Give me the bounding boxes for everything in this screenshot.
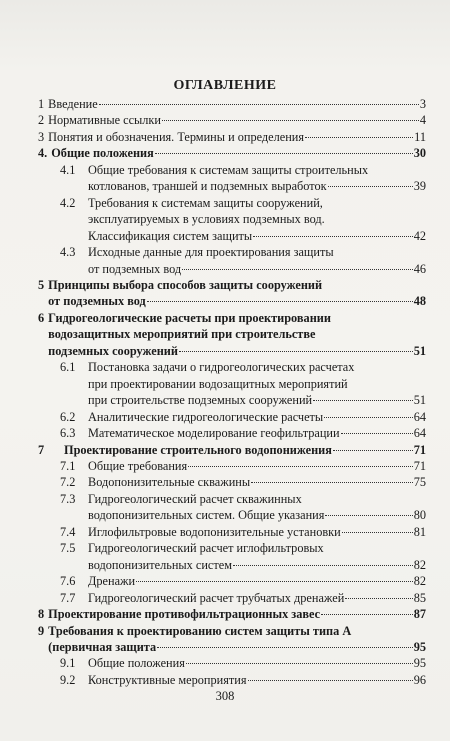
toc-entry-number: 7.5	[60, 541, 76, 556]
toc-entry-page: 3	[419, 97, 426, 111]
toc-entry-text: Введение	[48, 97, 98, 111]
toc-entry-text: (первичная защита	[48, 639, 157, 654]
dot-leader	[333, 450, 413, 451]
toc-entry-number: 6	[38, 310, 45, 325]
toc-entry	[38, 524, 426, 540]
toc-entry-text: от подземных вод	[48, 294, 146, 309]
toc-entry	[38, 425, 426, 441]
dot-leader	[179, 351, 413, 352]
toc-entry-number: 7.1	[60, 458, 76, 473]
toc-entry-number: 4.1	[60, 162, 76, 177]
toc-entry	[38, 655, 426, 671]
toc-entry-page: 48	[413, 294, 426, 309]
toc-entry-text: Проектирование строительного водопонижения	[64, 442, 332, 457]
toc-entry-page: 46	[413, 261, 426, 276]
dot-leader	[188, 466, 413, 467]
dot-leader	[324, 417, 413, 418]
toc-entry-number: 6.2	[60, 409, 76, 424]
toc-entry-number: 9.2	[60, 672, 76, 687]
toc-entry-number: 6.1	[60, 360, 76, 375]
toc-entry-number: 5	[38, 277, 45, 292]
toc-entry	[38, 442, 426, 458]
toc-entry-page: 95	[413, 656, 426, 671]
toc-entry-number: 7.4	[60, 524, 76, 539]
toc-entry-text: Нормативные ссылки	[48, 113, 161, 128]
toc-entry-number: 9.1	[60, 656, 76, 671]
toc-entry-number: 4.	[38, 146, 48, 161]
dot-leader	[345, 598, 412, 599]
toc-entry-text: эксплуатируемых в условиях подземных вод.	[88, 212, 325, 227]
toc-entry-number: 6.3	[60, 426, 76, 441]
toc-entry-number: 4.2	[60, 195, 76, 210]
toc-entry	[38, 359, 426, 408]
toc-entry-text: Понятия и обозначения. Термины и определения	[48, 129, 305, 144]
toc-title: ОГЛАВЛЕНИЕ	[173, 78, 277, 93]
toc-entry-page: 85	[413, 590, 426, 605]
toc-entry	[38, 590, 426, 606]
toc-entry-number: 7.7	[60, 590, 76, 605]
toc-entry	[38, 573, 426, 589]
toc-entry	[38, 491, 426, 524]
toc-entry-text: Гидрогеологический расчет трубчатых дренажей	[88, 590, 345, 605]
toc-entry	[38, 458, 426, 474]
toc-entry-page: 71	[413, 458, 426, 473]
toc-entry-text: водопонизительных систем. Общие указания	[88, 508, 325, 523]
dot-leader	[233, 565, 413, 566]
toc-entry-text: Гидрогеологический расчет скважинных	[88, 491, 302, 506]
dot-leader	[186, 663, 413, 664]
toc-entry	[38, 474, 426, 490]
dot-leader	[321, 614, 413, 615]
toc-entry-text: Дренажи	[88, 574, 136, 589]
toc-entry	[38, 244, 426, 277]
toc-entry-page: 96	[413, 672, 426, 687]
toc-entry-page: 51	[413, 343, 426, 358]
toc-entry-page: 75	[413, 475, 426, 490]
toc-entry	[38, 672, 426, 688]
toc-entry-text: Аналитические гидрогеологические расчеты	[88, 409, 324, 424]
dot-leader	[162, 120, 419, 121]
toc-entry-number: 7.2	[60, 475, 76, 490]
toc-entry-page: 42	[413, 228, 426, 243]
toc-entry-text: Требования к проектированию систем защиты типа А	[48, 623, 352, 638]
toc-entry-text: Исходные данные для проектирования защиты	[88, 245, 334, 260]
dot-leader	[341, 433, 413, 434]
toc-entry-text: котлованов, траншей и подземных выработок	[88, 179, 327, 194]
toc-entry-page: 71	[413, 442, 426, 457]
toc-entry	[38, 162, 426, 195]
page-number: 308	[215, 689, 235, 703]
toc-entry-text: Общие положения	[88, 656, 185, 671]
dot-leader	[182, 269, 413, 270]
dot-leader	[136, 581, 413, 582]
toc-entry-page: 64	[413, 426, 426, 441]
toc-entry-text: Общие требования к системам защиты строительных	[88, 162, 369, 177]
toc-entry-page: 64	[413, 409, 426, 424]
toc-entry-number: 7.3	[60, 491, 76, 506]
toc-entry-text: Классификация систем защиты	[88, 228, 253, 243]
toc-entry-text: подземных сооружений	[48, 343, 178, 358]
dot-leader	[325, 515, 412, 516]
toc-entry-number: 7.6	[60, 574, 76, 589]
toc-entry-text: водопонизительных систем	[88, 557, 233, 572]
toc-entry-text: Постановка задачи о гидрогеологических расчетах	[88, 360, 355, 375]
toc-entry-text: Принципы выбора способов защиты сооружений	[48, 277, 323, 292]
dot-leader	[253, 236, 413, 237]
toc-entry	[38, 409, 426, 425]
toc-entry-page: 82	[413, 574, 426, 589]
dot-leader	[248, 680, 413, 681]
dot-leader	[157, 647, 413, 648]
dot-leader	[147, 301, 413, 302]
toc-entry-page: 87	[413, 607, 426, 622]
toc-entry	[38, 112, 426, 128]
toc-entry-text: Гидрогеологический расчет иглофильтровых	[88, 541, 324, 556]
toc-entry-page: 81	[413, 524, 426, 539]
toc-entry-text: Требования к системам защиты сооружений,	[88, 195, 323, 210]
toc-entry-text: Конструктивные мероприятия	[88, 672, 247, 687]
toc-entry-number: 8	[38, 607, 45, 622]
dot-leader	[342, 532, 413, 533]
table-of-contents	[38, 96, 426, 688]
toc-entry	[38, 623, 426, 656]
dot-leader	[328, 186, 413, 187]
toc-entry-text: при проектировании водозащитных мероприятий	[88, 376, 348, 391]
toc-entry-page: 30	[413, 146, 426, 161]
toc-entry-text: Общие требования	[88, 458, 188, 473]
toc-entry-text: Проектирование противофильтрационных завес	[48, 607, 321, 622]
toc-entry	[38, 145, 426, 161]
toc-entry-page: 51	[413, 393, 426, 408]
toc-entry-number: 4.3	[60, 245, 76, 260]
dot-leader	[155, 153, 413, 154]
toc-entry-text: Иглофильтровые водопонизительные установки	[88, 524, 341, 539]
toc-entry-number: 1	[38, 97, 45, 111]
toc-entry	[38, 277, 426, 310]
toc-entry-text: водозащитных мероприятий при строительстве	[48, 327, 316, 342]
toc-entry	[38, 540, 426, 573]
toc-entry	[38, 195, 426, 244]
toc-entry	[38, 96, 426, 112]
toc-entry	[38, 310, 426, 359]
toc-entry-number: 2	[38, 113, 45, 128]
dot-leader	[305, 137, 413, 138]
toc-entry-number: 3	[38, 129, 45, 144]
toc-entry-text: Гидрогеологические расчеты при проектировании	[48, 310, 331, 325]
toc-entry-text: Математическое моделирование геофильтрации	[88, 426, 340, 441]
toc-entry-number: 9	[38, 623, 45, 638]
toc-entry	[38, 129, 426, 145]
toc-entry-page: 82	[413, 557, 426, 572]
toc-entry-page: 39	[413, 179, 426, 194]
toc-entry-page: 95	[413, 639, 426, 654]
dot-leader	[251, 482, 413, 483]
toc-entry-text: при строительстве подземных сооружений	[88, 393, 313, 408]
toc-entry-text: от подземных вод	[88, 261, 182, 276]
toc-entry-page: 80	[413, 508, 426, 523]
dot-leader	[313, 400, 413, 401]
toc-entry-page: 4	[419, 113, 426, 128]
toc-entry	[38, 606, 426, 622]
toc-entry-number: 7	[38, 442, 45, 457]
dot-leader	[99, 104, 419, 105]
toc-entry-text: Водопонизительные скважины	[88, 475, 251, 490]
toc-entry-text: Общие положения	[51, 146, 154, 161]
toc-entry-page: 11	[414, 129, 426, 144]
